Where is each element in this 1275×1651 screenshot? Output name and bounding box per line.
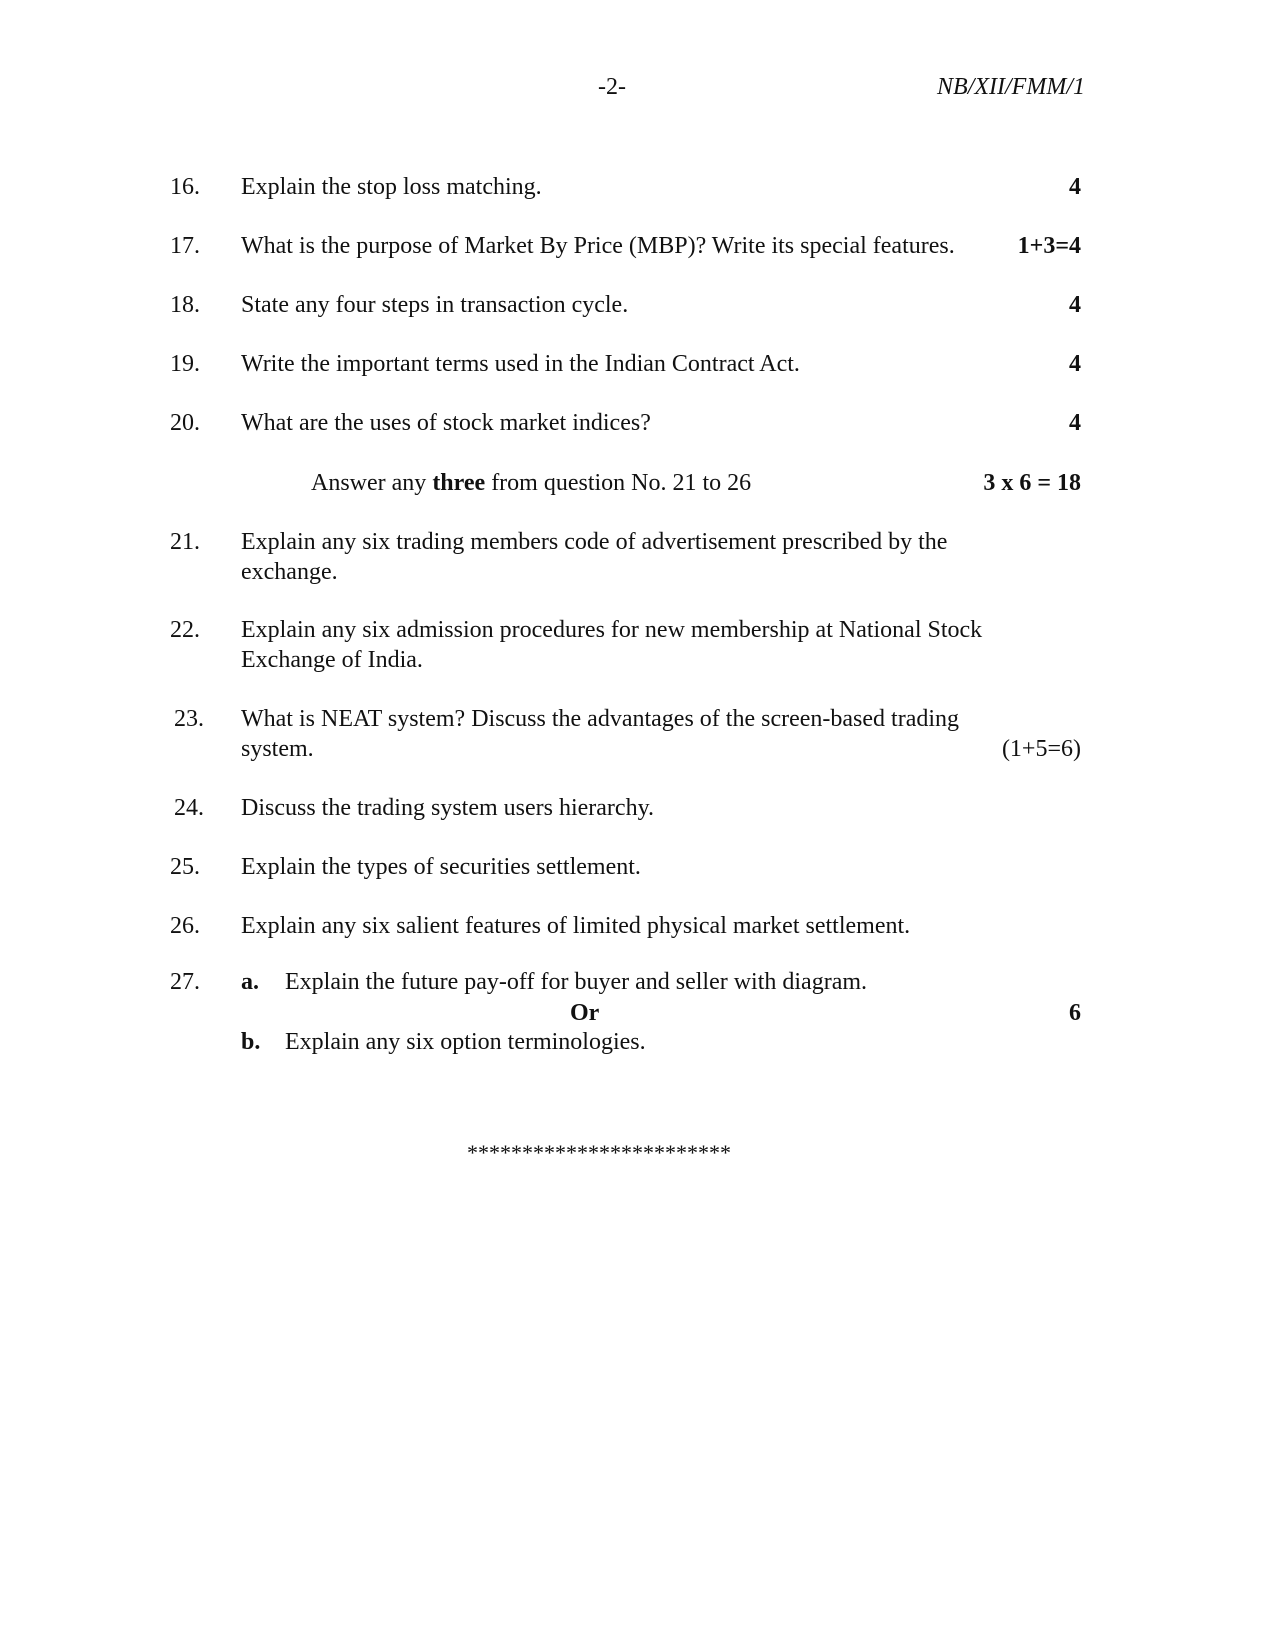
question-text-line1: Explain any six admission procedures for new membership at National Stock — [241, 617, 983, 643]
or-separator: Or — [570, 1000, 600, 1026]
question-number: 27. — [170, 969, 200, 995]
question-text-line2: exchange. — [241, 559, 338, 585]
question-marks: 4 — [1069, 351, 1081, 377]
instruction-suffix: from question No. 21 to 26 — [485, 470, 752, 496]
question-text: Explain any six salient features of limited physical market settlement. — [241, 913, 911, 939]
question-text: State any four steps in transaction cycle. — [241, 292, 629, 318]
page-number: -2- — [598, 74, 626, 100]
option-b-label: b. — [241, 1029, 261, 1055]
instruction-prefix: Answer any — [311, 470, 433, 496]
question-text-line2: Exchange of India. — [241, 647, 423, 673]
question-number: 24. — [174, 795, 204, 821]
question-text: Write the important terms used in the Indian Contract Act. — [241, 351, 800, 377]
question-number: 25. — [170, 854, 200, 880]
section-instruction — [311, 468, 751, 498]
question-text-line1: What is NEAT system? Discuss the advantages of the screen-based trading — [241, 706, 960, 732]
question-number: 18. — [170, 292, 200, 318]
question-text-line1: Explain any six trading members code of advertisement prescribed by the — [241, 529, 948, 555]
question-number: 20. — [170, 410, 200, 436]
instruction-bold: three — [432, 470, 486, 496]
question-marks: (1+5=6) — [1001, 736, 1081, 762]
question-text: Explain the types of securities settlement. — [241, 854, 641, 880]
question-marks: 4 — [1069, 174, 1081, 200]
question-text: What are the uses of stock market indices? — [241, 410, 651, 436]
question-text-line2: system. — [241, 736, 314, 762]
question-number: 19. — [170, 351, 200, 377]
option-b-text: Explain any six option terminologies. — [285, 1029, 646, 1055]
question-text: Discuss the trading system users hierarchy. — [241, 795, 655, 821]
option-a-label: a. — [241, 969, 259, 995]
question-text: What is the purpose of Market By Price (MBP)? Write its special features. — [241, 233, 955, 259]
question-number: 17. — [170, 233, 200, 259]
question-marks: 6 — [1069, 1000, 1081, 1026]
question-marks: 1+3=4 — [1017, 233, 1081, 259]
end-of-paper-marker: ************************ — [467, 1140, 731, 1165]
question-number: 16. — [170, 174, 200, 200]
question-marks: 4 — [1069, 410, 1081, 436]
section-marks: 3 x 6 = 18 — [983, 470, 1081, 496]
question-number: 26. — [170, 913, 200, 939]
question-number: 23. — [174, 706, 204, 732]
question-text: Explain the stop loss matching. — [241, 174, 542, 200]
option-a-text: Explain the future pay-off for buyer and seller with diagram. — [285, 969, 868, 995]
question-marks: 4 — [1069, 292, 1081, 318]
paper-code: NB/XII/FMM/1 — [937, 74, 1085, 100]
question-number: 21. — [170, 529, 200, 555]
question-number: 22. — [170, 617, 200, 643]
